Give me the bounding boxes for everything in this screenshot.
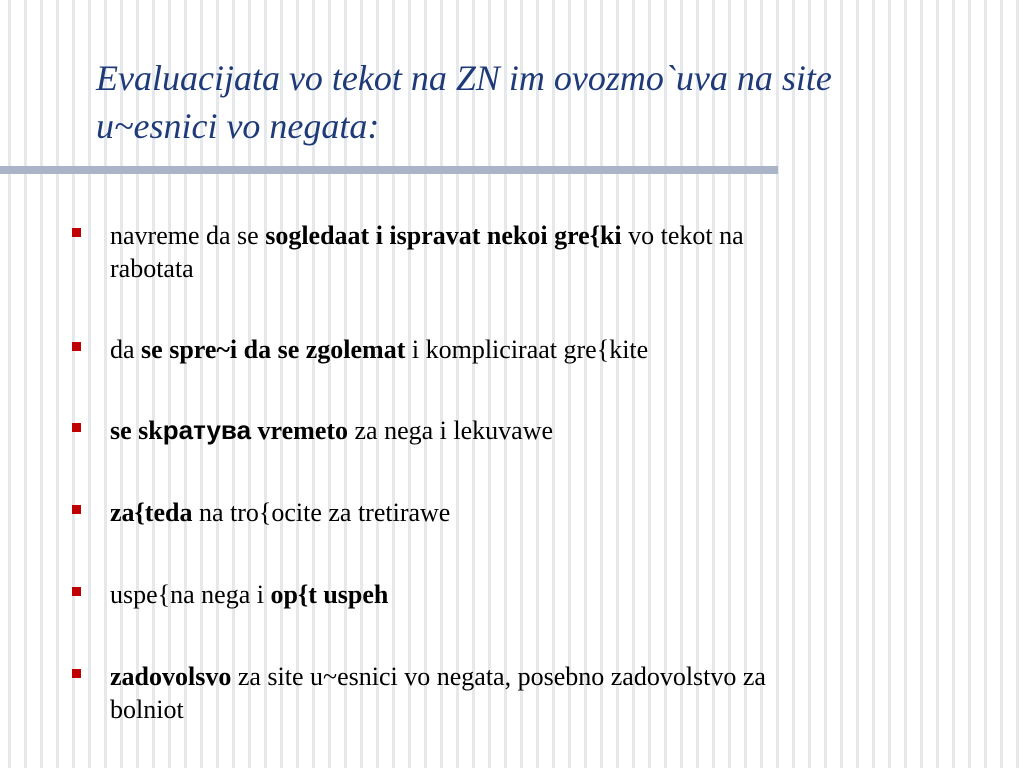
bullet-item-4 xyxy=(72,496,972,529)
bullet-text-bold: vremeto xyxy=(251,416,349,445)
bullet-text-bold: se sk xyxy=(110,416,163,445)
bullet-text xyxy=(110,219,972,285)
bullet-text-regular: na tro{ocite za tretirawe xyxy=(192,498,451,527)
bullet-marker xyxy=(72,587,81,596)
bullet-marker xyxy=(72,505,81,514)
bullet-item-3 xyxy=(72,414,972,447)
bullet-item-6 xyxy=(72,660,972,726)
bullet-text xyxy=(110,660,972,726)
bullet-item-5 xyxy=(72,578,972,611)
bullet-text xyxy=(110,578,972,611)
bullet-text-continuation: rabotata xyxy=(110,254,194,283)
bullet-text-continuation: bolniot xyxy=(110,695,184,724)
bullet-text-regular: za nega i lekuvawe xyxy=(348,416,554,445)
bullet-item-2 xyxy=(72,333,972,366)
bullet-text-regular: vo tekot na xyxy=(621,221,744,250)
bullet-text xyxy=(110,414,972,447)
bullet-text-regular: i kompliciraat gre{kite xyxy=(405,335,649,364)
bullet-text-regular: uspe{na nega i xyxy=(110,580,271,609)
bullet-text-bold: zadovolsvo xyxy=(110,662,232,691)
bullet-item-1 xyxy=(72,219,972,285)
bullet-text-bold: op{t uspeh xyxy=(270,580,389,609)
bullet-text-bold-sans: ратува xyxy=(162,415,252,445)
bullet-text xyxy=(110,496,972,529)
bullet-text-regular: da xyxy=(110,335,142,364)
slide-title-line-2: u~esnici vo negata: xyxy=(96,106,380,146)
bullet-text-bold: za{teda xyxy=(110,498,193,527)
bullet-marker xyxy=(72,423,81,432)
slide-title-line-1: Evaluacijata vo tekot na ZN im ovozmo`uva na site xyxy=(96,58,832,98)
bullet-text-regular: za site u~esnici vo negata, posebno zadovolstvo za xyxy=(231,662,766,691)
bullet-marker xyxy=(72,342,81,351)
bullet-text-bold: sogledaat i ispravat nekoi gre{ki xyxy=(265,221,622,250)
bullet-text-regular: navreme da se xyxy=(110,221,266,250)
bullet-marker xyxy=(72,669,81,678)
bullet-text-bold: se spre~i da se zgolemat xyxy=(141,335,406,364)
bullet-text xyxy=(110,333,972,366)
bullet-marker xyxy=(72,228,81,237)
